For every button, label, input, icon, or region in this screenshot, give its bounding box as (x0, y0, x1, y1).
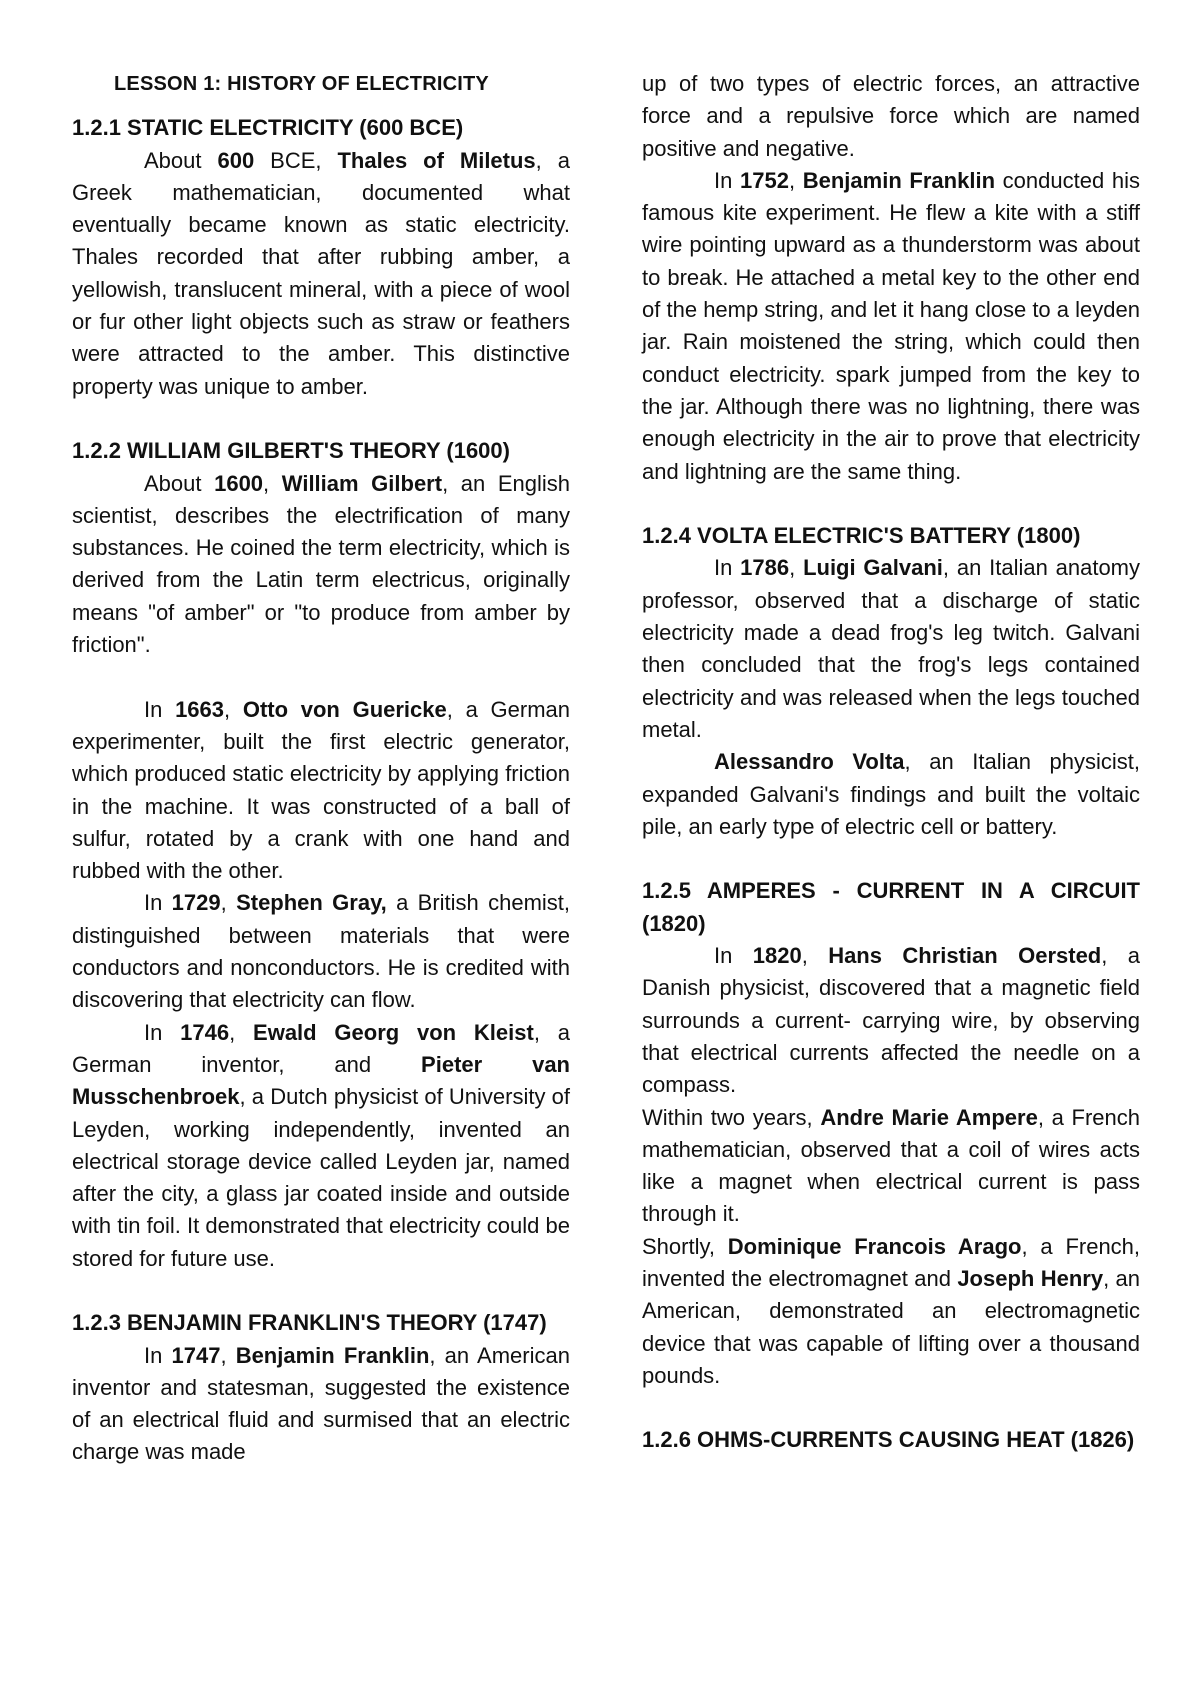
section-heading-franklin: 1.2.3 BENJAMIN FRANKLIN'S THEORY (1747) (72, 1310, 547, 1336)
paragraph-franklin-continued: up of two types of electric forces, an attractive force and a repulsive force which are named positive and negative. (642, 71, 1140, 161)
left-column (72, 68, 570, 1469)
section-heading-volta: 1.2.4 VOLTA ELECTRIC'S BATTERY (1800) (642, 523, 1081, 549)
section-heading-ohms: 1.2.6 OHMS-CURRENTS CAUSING HEAT (1826) (642, 1427, 1135, 1453)
paragraph-kite-experiment: In 1752, Benjamin Franklin conducted his famous kite experiment. He flew a kite with a stiff wire pointing upward as a thunderstorm was about to break. He attached a metal key to the other end of the hemp string, and let it hang close to a leyden jar. Rain moistened the string, which could then conduct electricity. spark jumped from the key to the jar. Although there was no lightning, there was enough electricity in the air to prove that electricity and lightning are the same thing. (642, 167, 1140, 484)
paragraph-gilbert: About 1600, William Gilbert, an English scientist, describes the electrification of many substances. He coined the term electricity, which is derived from the Latin term electricus, originally means "of amber" or "to produce from amber by friction". (72, 470, 571, 658)
paragraph-arago-henry: Shortly, Dominique Francois Arago, a French, invented the electromagnet and Joseph Henry, an American, demonstrated an electromagnetic device that was capable of lifting over a thousand pounds. (642, 1233, 1141, 1388)
paragraph-guericke: In 1663, Otto von Guericke, a German experimenter, built the first electric generator, which produced static electricity by applying friction in the machine. It was constructed of a ball of sulfur, rotated by a crank with one hand and rubbed with the other. (72, 696, 570, 884)
paragraph-gray: In 1729, Stephen Gray, a British chemist, distinguished between materials that were conductors and nonconductors. He is credited with discovering that electricity can flow. (72, 890, 571, 1013)
spacer (642, 488, 1140, 520)
spacer (72, 403, 570, 435)
spacer (642, 1392, 1140, 1424)
section-heading-static-electricity: 1.2.1 STATIC ELECTRICITY (600 BCE) (72, 115, 464, 141)
spacer (642, 843, 1140, 875)
spacer (72, 661, 570, 693)
section-heading-amperes: 1.2.5 AMPERES - CURRENT IN A CIRCUIT (1820) (642, 878, 1140, 936)
page-title: LESSON 1: HISTORY OF ELECTRICITY (114, 73, 489, 95)
paragraph-kleist: In 1746, Ewald Georg von Kleist, a German inventor, and Pieter van Musschenbroek, a Dutch physicist of University of Leyden, working independently, invented an electrical storage device called Leyden jar, named after the city, a glass jar coated inside and outside with tin foil. It demonstrated that electricity could be stored for future use. (72, 1019, 570, 1271)
paragraph-oersted: In 1820, Hans Christian Oersted, a Danish physicist, discovered that a magnetic field surrounds a current- carrying wire, by observing that electrical currents affected the needle on a compass. (642, 943, 1140, 1098)
paragraph-franklin-1747: In 1747, Benjamin Franklin, an American inventor and statesman, suggested the existence of an electrical fluid and surmised that an electric charge was made (72, 1342, 570, 1465)
paragraph-ampere: Within two years, Andre Marie Ampere, a French mathematician, observed that a coil of wires acts like a magnet when electrical current is pass through it. (642, 1104, 1140, 1227)
paragraph-galvani: In 1786, Luigi Galvani, an Italian anatomy professor, observed that a discharge of static electricity made a dead frog's leg twitch. Galvani then concluded that the frog's legs contained electricity and was released when the legs touched metal. (642, 555, 1141, 742)
right-column (642, 68, 1140, 1457)
paragraph-thales: About 600 BCE, Thales of Miletus, a Greek mathematician, documented what eventually became known as static electricity. Thales recorded that after rubbing amber, a yellowish, translucent mineral, with a piece of wool or fur other light objects such as straw or feathers were attracted to the amber. This distinctive property was unique to amber. (72, 147, 570, 399)
section-heading-gilbert: 1.2.2 WILLIAM GILBERT'S THEORY (1600) (72, 438, 510, 464)
spacer (72, 100, 570, 112)
spacer (72, 1275, 570, 1307)
paragraph-volta: Alessandro Volta, an Italian physicist, expanded Galvani's findings and built the voltaic pile, an early type of electric cell or battery. (642, 749, 1140, 839)
